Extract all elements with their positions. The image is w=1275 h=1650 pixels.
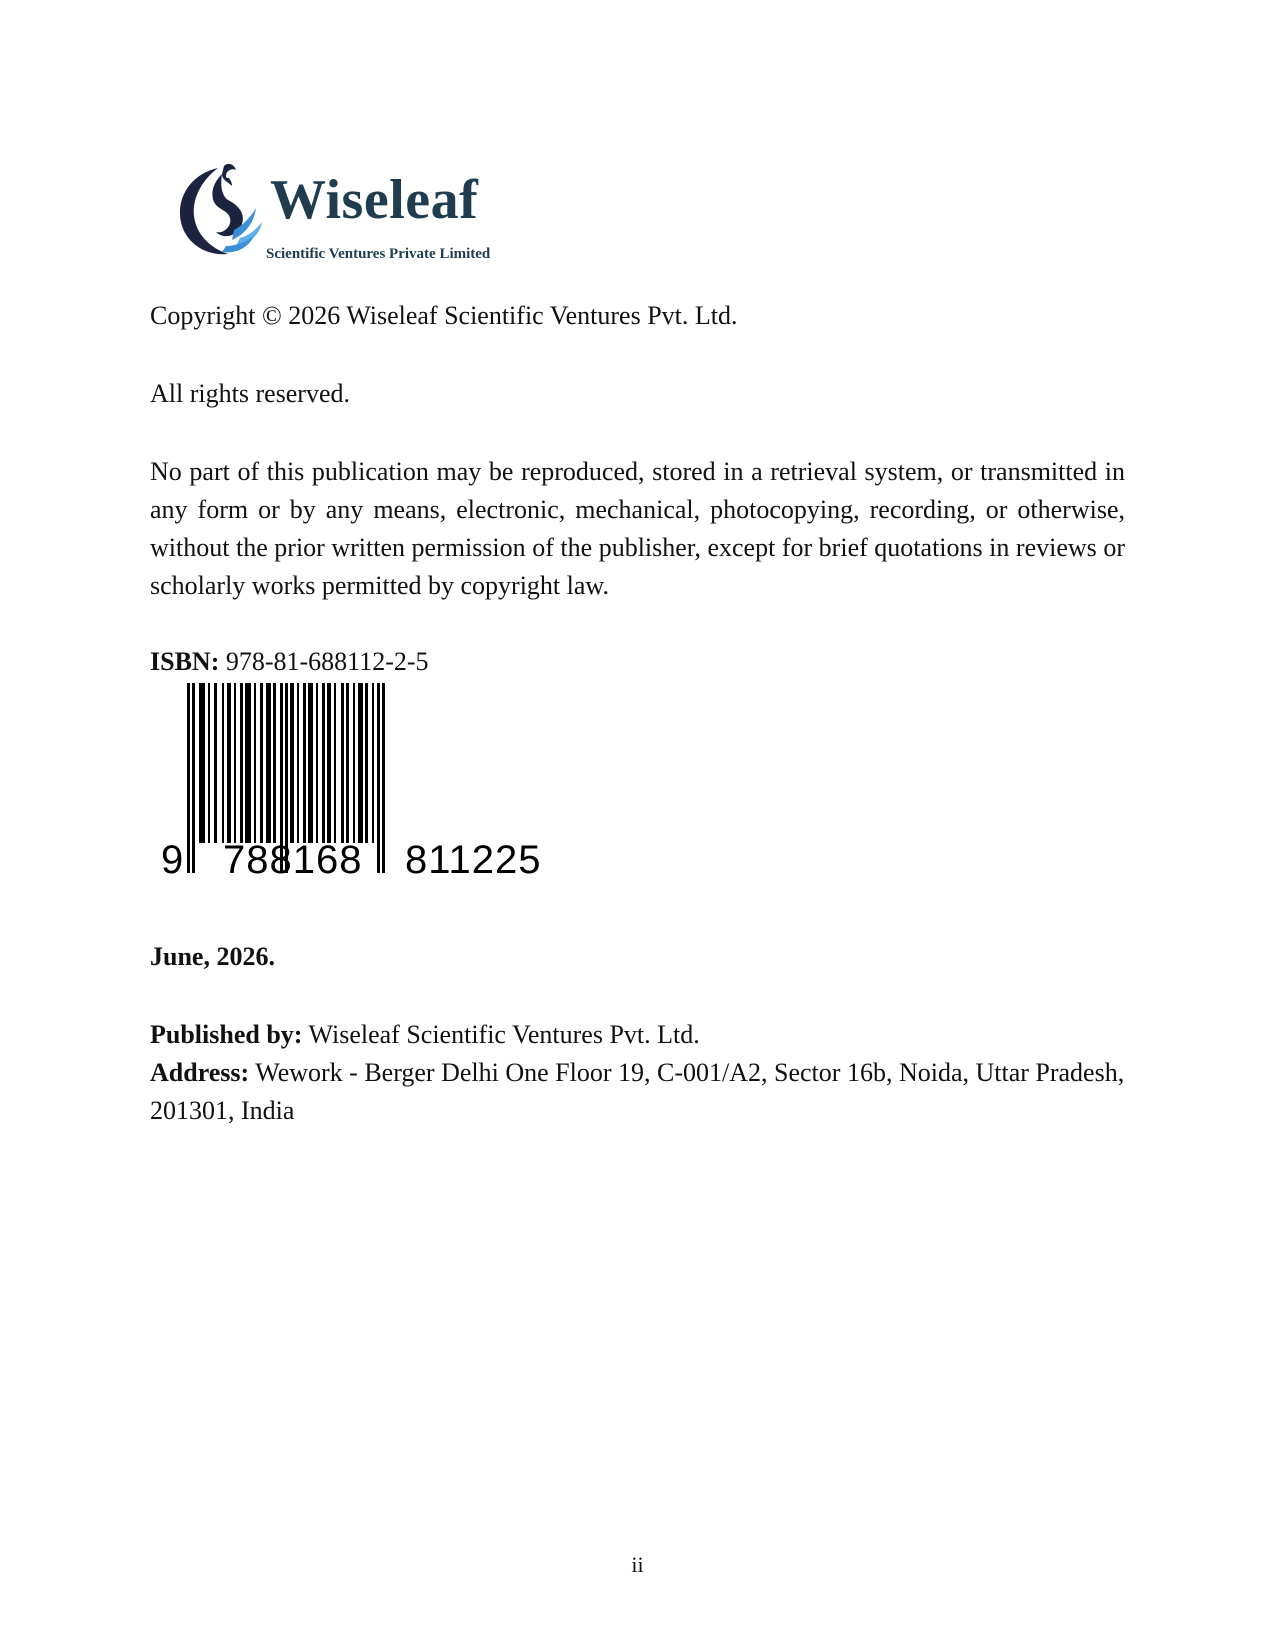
barcode-bar (240, 683, 243, 843)
isbn-label: ISBN: (150, 647, 220, 676)
barcode-digits-left: 788168 (223, 838, 363, 882)
barcode-bar (365, 683, 368, 843)
publisher-line (150, 1016, 1125, 1054)
barcode-bar (208, 683, 210, 843)
publisher-logo (170, 160, 520, 270)
barcode-bar (327, 683, 331, 843)
barcode-bar (187, 683, 190, 873)
barcode-bar (199, 683, 205, 843)
publisher-label: Published by: (150, 1020, 303, 1049)
barcode-bar (334, 683, 336, 843)
barcode-bar (322, 683, 325, 843)
barcode-bar (341, 683, 344, 843)
barcode-bar (245, 683, 251, 843)
isbn-line (150, 643, 1125, 681)
publisher-value: Wiseleaf Scientific Ventures Pvt. Ltd. (308, 1020, 700, 1049)
copyright-line: Copyright © 2026 Wiseleaf Scientific Ventures Pvt. Ltd. (150, 301, 738, 330)
barcode-bar (214, 683, 217, 843)
barcode-bar (273, 683, 276, 843)
barcode-bar (260, 683, 263, 843)
logo-subtitle: Scientific Ventures Private Limited (266, 246, 491, 262)
barcode-digit-lead: 9 (161, 838, 184, 882)
page-number: ii (631, 1552, 644, 1577)
barcode-digits-right: 811225 (405, 838, 542, 882)
barcode-bar (308, 683, 313, 843)
seahorse-wave-logo-icon (170, 160, 270, 260)
address-value: Wework - Berger Delhi One Floor 19, C-001/A2, Sector 16b, Noida, Uttar Pradesh, 201301, India (150, 1058, 1125, 1125)
address-label: Address: (150, 1058, 250, 1087)
barcode-bar (303, 683, 306, 843)
barcode-bar (358, 683, 363, 843)
barcode-bar (192, 683, 195, 873)
barcode-bar (227, 683, 231, 843)
rights-statement: All rights reserved. (150, 379, 351, 408)
barcode-bar (222, 683, 224, 843)
barcode-bar (377, 683, 380, 873)
barcode-bar (266, 683, 271, 843)
barcode-bar (316, 683, 318, 843)
barcode-bar (297, 683, 299, 843)
barcode-bar (372, 683, 374, 843)
reproduction-notice: No part of this publication may be reproduced, stored in a retrieval system, or transmitted in any form or by any means, electronic, mechanical, photocopying, recording, or otherwise, without the prior written permission of the publisher, except for brief quotations in reviews or scholarly works permitted by copyright law. (150, 457, 1125, 600)
isbn-barcode (155, 683, 595, 883)
address-line (150, 1054, 1125, 1130)
logo-wordmark: Wiseleaf (270, 169, 479, 231)
barcode-bar (290, 683, 294, 843)
barcode-bar (382, 683, 385, 873)
publication-date: June, 2026. (150, 942, 275, 971)
barcode-bar (353, 683, 355, 843)
isbn-value: 978-81-688112-2-5 (225, 647, 429, 676)
barcode-bar (234, 683, 236, 843)
barcode-bar (346, 683, 349, 843)
barcode-bar (254, 683, 256, 843)
